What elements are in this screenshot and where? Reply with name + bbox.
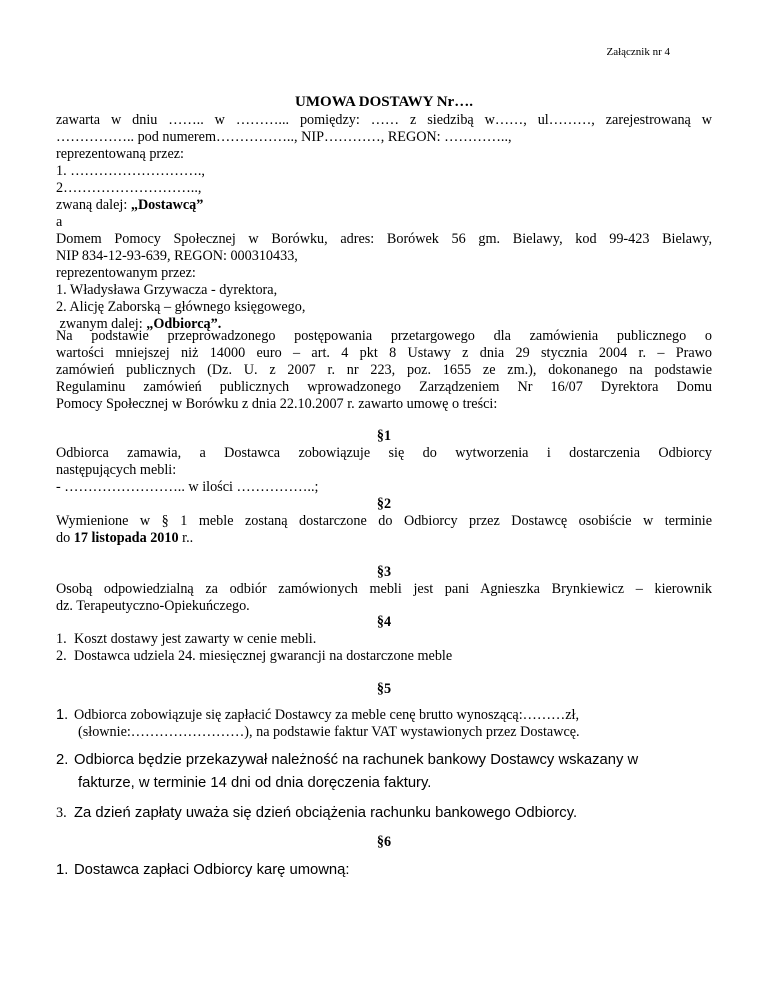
list-text: Odbiorca zobowiązuje się zapłacić Dostawcy za meble cenę brutto wynoszącą:………zł, [74,707,580,723]
section-3 [56,564,712,615]
text-line: Pomocy Społecznej w Borówku z dnia 22.10.2007 r. zawarto umowę o treści: [56,396,498,412]
list-number: 1. [56,707,69,723]
text-line: …………….. pod numerem…………….., NIP…………, REGON: ………….., [56,129,512,145]
section-6-heading-block [56,834,712,851]
section-1 [56,428,712,496]
supplier-label-line [56,197,712,214]
section-5-item-1 [56,707,712,741]
text-line: Regulaminu zamówień publicznych wprowadzonego Zarządzeniem Nr 16/07 Dyrektora Domu [56,379,712,395]
list-line [56,805,712,822]
text-line: 1. Władysława Grzywacza - dyrektora, [56,282,278,298]
text-line: następujących mebli: [56,462,177,478]
text-line: Osobą odpowiedzialną za odbiór zamówionych mebli jest pani Agnieszka Brynkiewicz – kierownik [56,581,712,597]
text-span: do [56,530,74,546]
list-number: 2. [56,648,67,664]
and-word: a [56,214,63,230]
text-line: Domem Pomocy Społecznej w Borówku, adres: Borówek 56 gm. Bielawy, kod 99-423 Bielawy, [56,231,712,247]
list-text: Za dzień zapłaty uważa się dzień obciążenia rachunku bankowego Odbiorcy. [74,805,578,821]
list-number: 1. [56,862,69,878]
list-number: 3. [56,805,67,821]
list-number: 1. [56,631,67,647]
contract-title: UMOWA DOSTAWY Nr…. [295,94,473,110]
section-4 [56,614,712,665]
parties-section [56,112,712,333]
section-heading: §6 [376,834,392,850]
delivery-date-line [56,530,712,547]
list-text: Dostawca udziela 24. miesięcznej gwarancji na dostarczone meble [74,648,453,664]
supplier-term: „Dostawcą” [130,197,204,213]
text-line: zawarta w dniu …….. w ………... pomiędzy: …… z siedzibą w……, ul………, zarejestrowaną w [56,112,712,128]
list-text: Dostawca zapłaci Odbiorcy karę umowną: [74,862,350,878]
section-heading: §2 [376,496,392,512]
text-line: Na podstawie przeprowadzonego postępowania przetargowego dla zamówienia publicznego o [56,328,712,344]
section-heading: §5 [376,681,392,697]
list-text: Odbiorca będzie przekazywał należność na rachunek bankowy Dostawcy wskazany w [74,752,639,768]
delivery-date: 17 listopada 2010 [73,530,179,546]
text-line: NIP 834-12-93-639, REGON: 000310433, [56,248,298,264]
list-line [56,707,712,724]
text-line: - …………………….. w ilości ……………..; [56,479,319,495]
section-heading: §4 [376,614,392,630]
section-heading: §1 [376,428,392,444]
list-line: fakturze, w terminie 14 dni od dnia doręczenia faktury. [78,775,432,791]
text-line: Wymienione w § 1 meble zostaną dostarczone do Odbiorcy przez Dostawcę osobiście w terminie [56,513,712,529]
section-heading: §3 [376,564,392,580]
section-5-item-2 [56,749,712,795]
text-span: r.. [178,530,194,546]
list-line: (słownie:……………………), na podstawie faktur VAT wystawionych przez Dostawcę. [78,724,580,740]
text-line: 1. ………………………., [56,163,205,179]
text-span: zwanym dalej: [56,316,147,332]
text-line: Odbiorca zamawia, a Dostawca zobowiązuje się do wytworzenia i dostarczenia Odbiorcy [56,445,712,461]
text-line: zamówień publicznych (Dz. U. z 2007 r. nr 223, poz. 1655 ze zm.), dokonanego na podstawie [56,362,712,378]
section-2 [56,496,712,547]
text-line: 2. Alicję Zaborską – głównego księgowego, [56,299,306,315]
list-line [56,749,712,772]
annex-label: Załącznik nr 4 [606,46,670,58]
list-item [56,648,712,665]
text-line: reprezentowanym przez: [56,265,196,281]
intro-paragraph [56,328,712,413]
recipient-term: „Odbiorcą”. [146,316,222,332]
text-span: zwaną dalej: [56,197,131,213]
text-line: reprezentowaną przez: [56,146,184,162]
section-5-heading-block [56,681,712,698]
text-line: wartości mniejszej niż 14000 euro – art. 4 pkt 8 Ustawy z dnia 29 stycznia 2004 r. – Prawo [56,345,712,361]
text-line: 2……………………….., [56,180,202,196]
list-text: Koszt dostawy jest zawarty w cenie mebli. [74,631,317,647]
list-item [56,631,712,648]
section-6-item-1 [56,862,712,879]
section-5-item-3 [56,805,712,822]
text-line: dz. Terapeutyczno-Opiekuńczego. [56,598,250,614]
list-line [56,862,712,879]
list-number: 2. [56,752,69,768]
